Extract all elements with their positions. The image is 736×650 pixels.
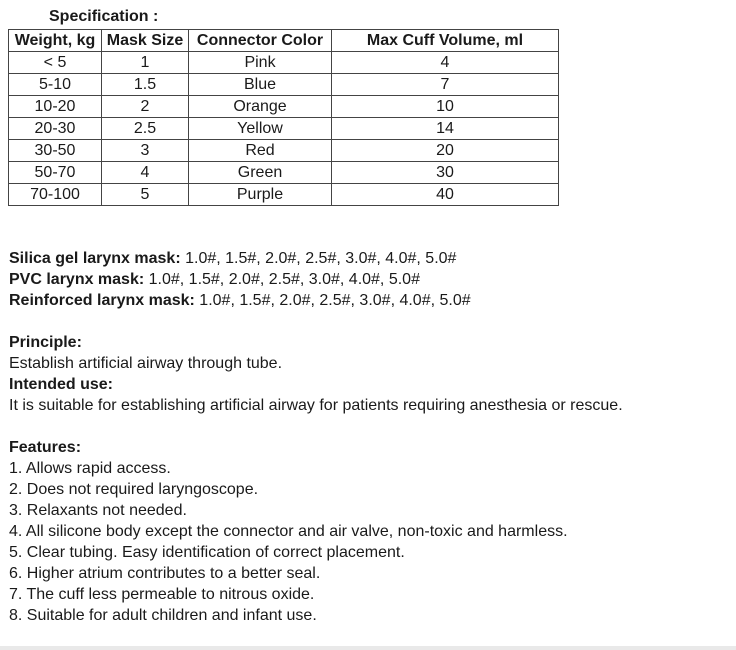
- cell-max-cuff-volume: 30: [332, 162, 559, 184]
- cell-mask-size: 3: [102, 140, 189, 162]
- header-weight: Weight, kg: [9, 30, 102, 52]
- cell-mask-size: 1.5: [102, 74, 189, 96]
- cell-mask-size: 2.5: [102, 118, 189, 140]
- mask-type-label: Reinforced larynx mask:: [9, 292, 195, 309]
- cell-connector-color: Red: [189, 140, 332, 162]
- cell-weight: 5-10: [9, 74, 102, 96]
- mask-type-label: PVC larynx mask:: [9, 271, 145, 288]
- feature-item: 6. Higher atrium contributes to a better seal.: [9, 565, 321, 582]
- feature-item: 2. Does not required laryngoscope.: [9, 481, 259, 498]
- cell-weight: 50-70: [9, 162, 102, 184]
- cell-max-cuff-volume: 40: [332, 184, 559, 206]
- bottom-divider: [0, 646, 736, 650]
- intended-use-text: It is suitable for establishing artificial airway for patients requiring anesthesia or rescue.: [9, 397, 623, 414]
- cell-connector-color: Yellow: [189, 118, 332, 140]
- cell-weight: 30-50: [9, 140, 102, 162]
- cell-connector-color: Green: [189, 162, 332, 184]
- cell-mask-size: 4: [102, 162, 189, 184]
- mask-type-pvc: [9, 269, 471, 290]
- cell-weight: 20-30: [9, 118, 102, 140]
- cell-max-cuff-volume: 4: [332, 52, 559, 74]
- header-max-cuff-volume: Max Cuff Volume, ml: [332, 30, 559, 52]
- feature-item: 7. The cuff less permeable to nitrous oxide.: [9, 586, 315, 603]
- mask-type-label: Silica gel larynx mask:: [9, 250, 181, 267]
- cell-weight: 70-100: [9, 184, 102, 206]
- cell-connector-color: Pink: [189, 52, 332, 74]
- header-mask-size: Mask Size: [102, 30, 189, 52]
- mask-type-silica-gel: [9, 248, 471, 269]
- intended-use-heading: Intended use:: [9, 376, 114, 393]
- cell-max-cuff-volume: 7: [332, 74, 559, 96]
- mask-types: [9, 248, 471, 311]
- cell-connector-color: Purple: [189, 184, 332, 206]
- features-heading: Features:: [9, 439, 82, 456]
- table-row: [9, 96, 559, 118]
- table-row: [9, 140, 559, 162]
- feature-item: 1. Allows rapid access.: [9, 460, 171, 477]
- table-row: [9, 162, 559, 184]
- specification-title: Specification :: [49, 8, 159, 25]
- table-row: [9, 184, 559, 206]
- principle-heading: Principle:: [9, 334, 82, 351]
- table-row: [9, 74, 559, 96]
- feature-item: 8. Suitable for adult children and infant use.: [9, 607, 317, 624]
- cell-weight: < 5: [9, 52, 102, 74]
- feature-item: 5. Clear tubing. Easy identification of correct placement.: [9, 544, 405, 561]
- mask-type-sizes: 1.0#, 1.5#, 2.0#, 2.5#, 3.0#, 4.0#, 5.0#: [180, 250, 457, 267]
- cell-max-cuff-volume: 14: [332, 118, 559, 140]
- cell-connector-color: Blue: [189, 74, 332, 96]
- cell-mask-size: 2: [102, 96, 189, 118]
- principle-text: Establish artificial airway through tube.: [9, 355, 283, 372]
- feature-item: 3. Relaxants not needed.: [9, 502, 187, 519]
- feature-item: 4. All silicone body except the connector and air valve, non-toxic and harmless.: [9, 523, 568, 540]
- features-section: [9, 437, 568, 626]
- cell-connector-color: Orange: [189, 96, 332, 118]
- specification-table: [8, 29, 559, 206]
- cell-max-cuff-volume: 10: [332, 96, 559, 118]
- table-row: [9, 52, 559, 74]
- cell-mask-size: 5: [102, 184, 189, 206]
- mask-type-reinforced: [9, 290, 471, 311]
- table-header-row: [9, 30, 559, 52]
- cell-weight: 10-20: [9, 96, 102, 118]
- header-connector-color: Connector Color: [189, 30, 332, 52]
- mask-type-sizes: 1.0#, 1.5#, 2.0#, 2.5#, 3.0#, 4.0#, 5.0#: [144, 271, 420, 288]
- cell-mask-size: 1: [102, 52, 189, 74]
- cell-max-cuff-volume: 20: [332, 140, 559, 162]
- table-row: [9, 118, 559, 140]
- principle-section: [9, 332, 623, 416]
- mask-type-sizes: 1.0#, 1.5#, 2.0#, 2.5#, 3.0#, 4.0#, 5.0#: [194, 292, 471, 309]
